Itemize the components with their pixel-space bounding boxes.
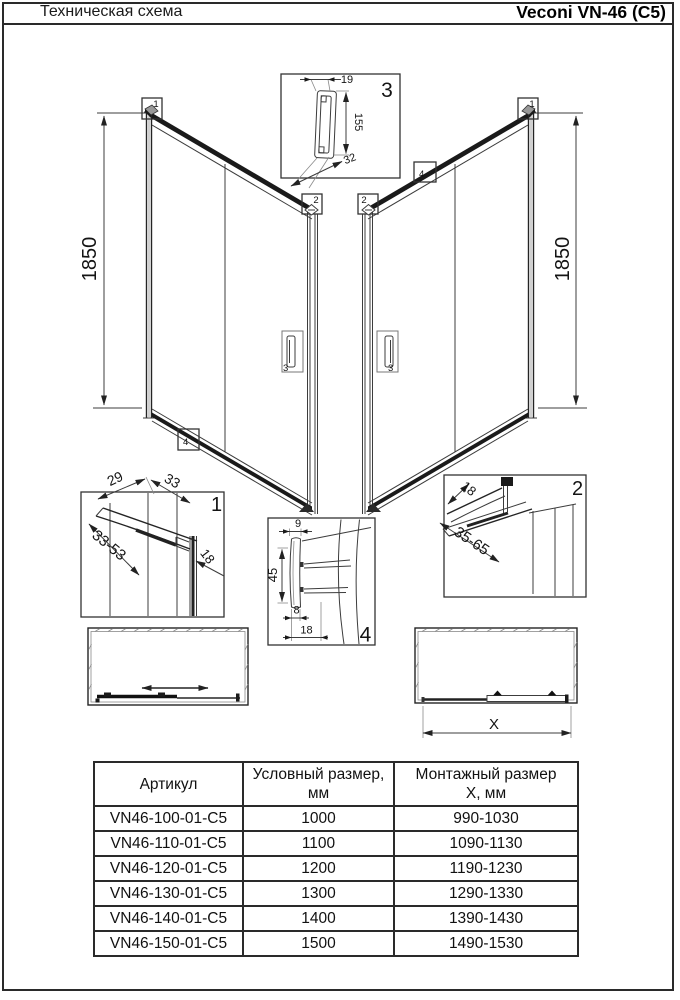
table-cell: VN46-130-01-C5 <box>94 881 243 906</box>
table-row <box>94 806 578 831</box>
table-cell: VN46-110-01-C5 <box>94 831 243 856</box>
dim-19: 19 <box>340 74 354 86</box>
table-cell: VN46-120-01-C5 <box>94 856 243 881</box>
column-header: Условный размер, мм <box>243 762 394 806</box>
detail-3-label: 3 <box>381 79 393 102</box>
table-row <box>94 881 578 906</box>
column-header: Монтажный размер Х, мм <box>394 762 578 806</box>
right-door-labels <box>361 99 574 374</box>
table-cell: 1100 <box>243 831 394 856</box>
dim-155: 155 <box>352 112 364 132</box>
product-name: Veconi VN-46 (C5) <box>516 2 666 22</box>
detail-2-wall-profile-right <box>440 475 586 597</box>
table-cell: 1400 <box>243 906 394 931</box>
plan-view-left <box>88 628 248 705</box>
table-cell: 1090-1130 <box>394 831 578 856</box>
detail-1-wall-profile-left <box>81 468 224 617</box>
detail-2-label: 2 <box>571 478 584 500</box>
mounting-width-dimension: X <box>488 716 500 733</box>
callout-2-right: 2 <box>361 195 367 206</box>
dim-32: 32 <box>342 151 358 167</box>
callout-3-left: 3 <box>283 363 289 374</box>
left-door-labels <box>79 99 319 450</box>
dim-35-65: 35-65 <box>450 523 493 560</box>
detail-4-rail-profile <box>265 518 375 647</box>
dim-29: 29 <box>104 467 126 490</box>
dim-18-d2: 18 <box>458 478 480 499</box>
callout-1-right: 1 <box>529 99 535 110</box>
dim-33: 33 <box>161 469 184 492</box>
callout-4-left: 4 <box>183 437 189 448</box>
column-header: Артикул <box>94 762 243 806</box>
detail-4-label: 4 <box>359 623 372 647</box>
height-dimension-left: 1850 <box>79 236 101 282</box>
detail-1-label: 1 <box>210 494 223 516</box>
callout-3-right: 3 <box>388 363 394 374</box>
callout-1-left: 1 <box>153 99 159 110</box>
callout-4-right: 4 <box>419 169 425 180</box>
table-cell: 1300 <box>243 881 394 906</box>
detail-3-handle <box>281 74 400 188</box>
table-row <box>94 831 578 856</box>
left-door-drawing <box>93 98 322 515</box>
table-row <box>94 906 578 931</box>
dim-8: 8 <box>293 604 300 617</box>
page-title: Техническая схема <box>40 3 183 20</box>
dim-45: 45 <box>265 567 280 583</box>
dim-18-d4: 18 <box>300 624 313 637</box>
size-table-container <box>93 761 579 957</box>
callout-2-left: 2 <box>313 195 319 206</box>
table-cell: 1200 <box>243 856 394 881</box>
dim-9: 9 <box>294 518 302 530</box>
table-cell: VN46-150-01-C5 <box>94 931 243 956</box>
right-door-drawing <box>358 98 587 515</box>
table-cell: 1500 <box>243 931 394 956</box>
dim-18-d1: 18 <box>197 546 218 567</box>
height-dimension-right: 1850 <box>552 236 574 282</box>
plan-view-right <box>415 628 577 738</box>
table-cell: 1190-1230 <box>394 856 578 881</box>
table-cell: 1490-1530 <box>394 931 578 956</box>
table-cell: 1290-1330 <box>394 881 578 906</box>
table-cell: 1000 <box>243 806 394 831</box>
table-row <box>94 931 578 956</box>
table-cell: VN46-100-01-C5 <box>94 806 243 831</box>
table-header-row <box>94 762 578 806</box>
dim-33-53: 33-53 <box>88 526 130 565</box>
size-table <box>93 761 579 957</box>
table-cell: 990-1030 <box>394 806 578 831</box>
table-cell: 1390-1430 <box>394 906 578 931</box>
table-row <box>94 856 578 881</box>
table-cell: VN46-140-01-C5 <box>94 906 243 931</box>
